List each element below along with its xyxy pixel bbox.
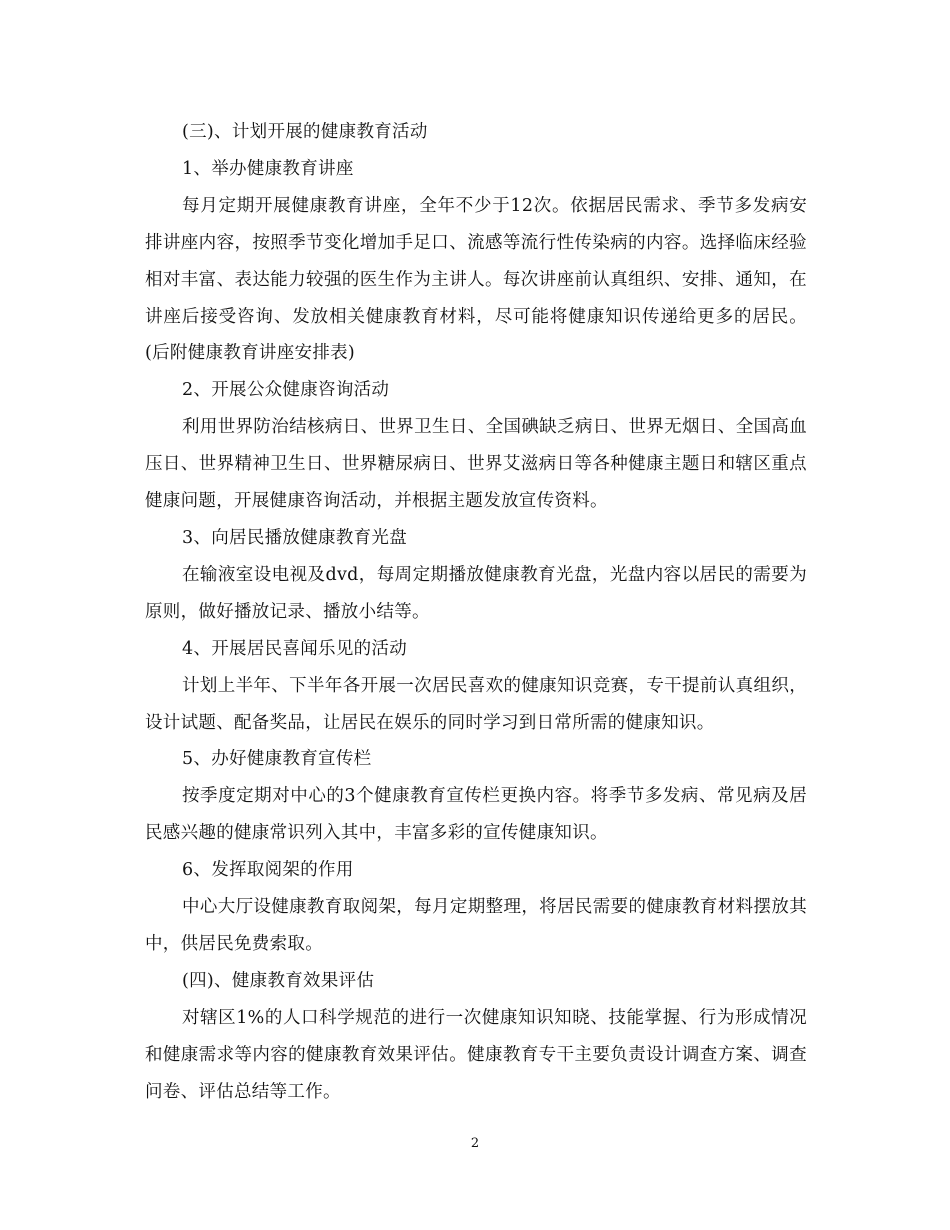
item-heading-lectures: 1、举办健康教育讲座 bbox=[182, 158, 354, 179]
item-heading-video-discs: 3、向居民播放健康教育光盘 bbox=[182, 527, 408, 548]
item-heading-consultation: 2、开展公众健康咨询活动 bbox=[182, 380, 390, 401]
paragraph-video-discs: 在输液室设电视及dvd，每周定期播放健康教育光盘，光盘内容以居民的需要为原则，做好播放记录、播放小结等。 bbox=[145, 564, 807, 622]
paragraph-reading-racks: 中心大厅设健康教育取阅架，每月定期整理，将居民需要的健康教育材料摆放其中，供居民免费索取。 bbox=[145, 897, 807, 954]
item-heading-popular-activities: 4、开展居民喜闻乐见的活动 bbox=[182, 638, 408, 659]
item-heading-bulletin-boards: 5、办好健康教育宣传栏 bbox=[182, 749, 372, 770]
page-number: 2 bbox=[470, 1136, 480, 1151]
paragraph-popular-activities: 计划上半年、下半年各开展一次居民喜欢的健康知识竞赛，专干提前认真组织，设计试题、配备奖品，让居民在娱乐的同时学习到日常所需的健康知识。 bbox=[145, 675, 807, 733]
item-heading-reading-racks: 6、发挥取阅架的作用 bbox=[182, 860, 354, 881]
document-body bbox=[145, 114, 807, 1110]
section-heading-activities: (三)、计划开展的健康教育活动 bbox=[182, 122, 428, 142]
paragraph-evaluation: 对辖区1%的人口科学规范的进行一次健康知识知晓、技能掌握、行为形成情况和健康需求等内容的健康教育效果评估。健康教育专干主要负责设计调查方案、调查问卷、评估总结等工作。 bbox=[145, 1007, 807, 1102]
paragraph-consultation: 利用世界防治结核病日、世界卫生日、全国碘缺乏病日、世界无烟日、全国高血压日、世界精神卫生日、世界糖尿病日、世界艾滋病日等各种健康主题日和辖区重点健康问题，开展健康咨询活动，并根据主题发放宣传资料。 bbox=[145, 417, 807, 512]
paragraph-lectures: 每月定期开展健康教育讲座，全年不少于12次。依据居民需求、季节多发病安排讲座内容，按照季节变化增加手足口、流感等流行性传染病的内容。选择临床经验相对丰富、表达能力较强的医生作为主讲人。每次讲座前认真组织、安排、通知，在讲座后接受咨询、发放相关健康教育材料，尽可能将健康知识传递给更多的居民。(后附健康教育讲座安排表) bbox=[145, 195, 807, 364]
paragraph-bulletin-boards: 按季度定期对中心的3个健康教育宣传栏更换内容。将季节多发病、常见病及居民感兴趣的健康常识列入其中，丰富多彩的宣传健康知识。 bbox=[145, 786, 807, 844]
section-heading-evaluation: (四)、健康教育效果评估 bbox=[182, 970, 375, 991]
